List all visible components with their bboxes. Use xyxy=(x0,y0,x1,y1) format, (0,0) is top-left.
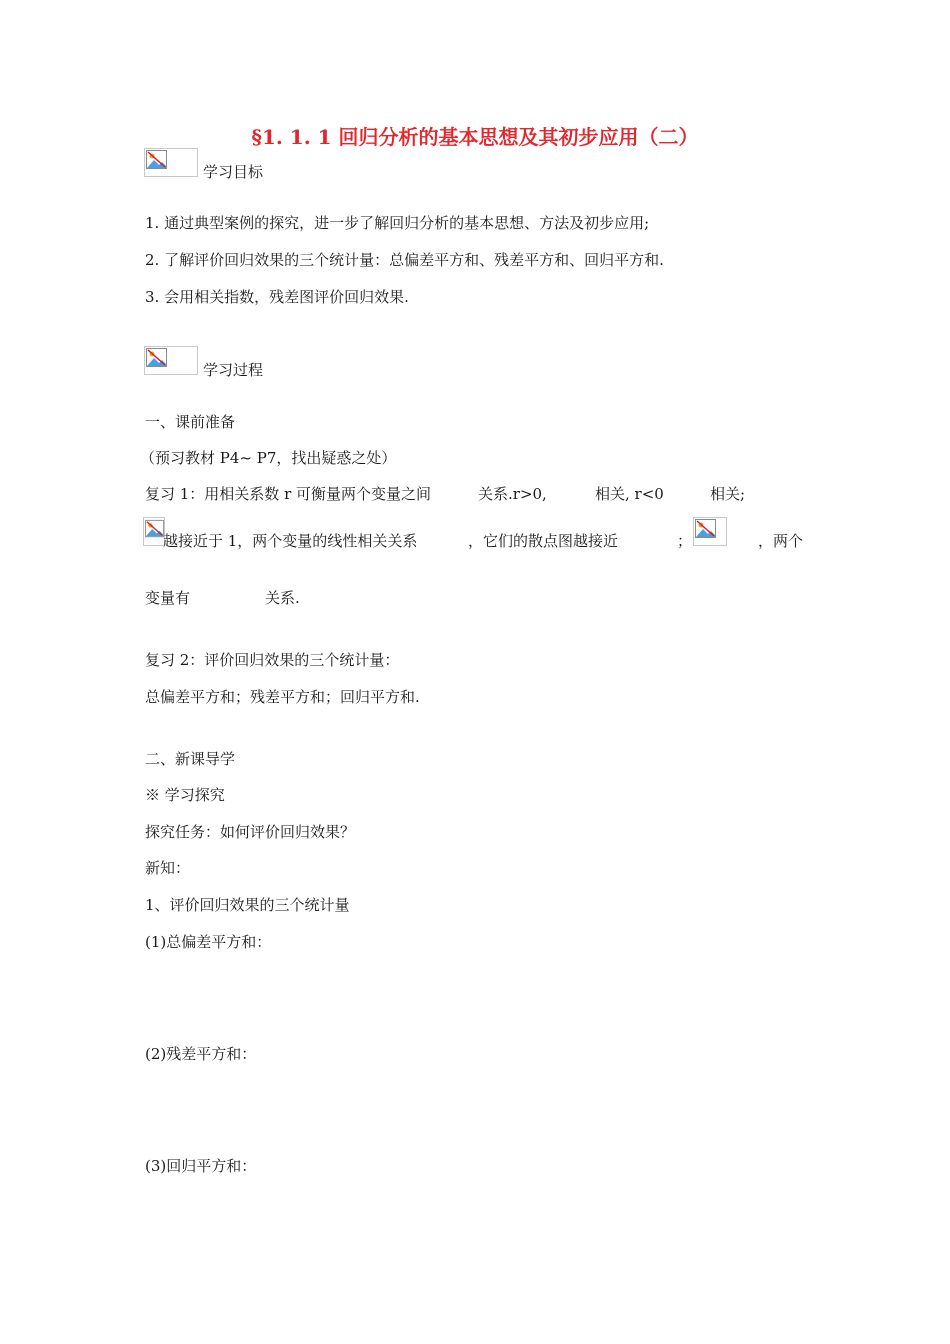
total-deviation-label: (1)总偏差平方和： xyxy=(145,933,272,951)
statistics-heading: 1、评价回归效果的三个统计量 xyxy=(145,896,350,914)
review1-text-e: 越接近于 1，两个变量的线性相关关系 xyxy=(163,532,418,550)
section-heading-goals: 学习目标 xyxy=(203,163,264,181)
page-title: §1. 1. 1 回归分析的基本思想及其初步应用（二） xyxy=(251,125,699,149)
review1-text-h: ，两个 xyxy=(758,532,804,550)
explore-task: 探究任务：如何评价回归效果？ xyxy=(145,823,356,841)
section-heading-process: 学习过程 xyxy=(203,361,264,379)
regression-sum-label: (3)回归平方和： xyxy=(145,1157,257,1175)
review1-text-f: ，它们的散点图越接近 xyxy=(468,532,619,550)
broken-image-icon xyxy=(143,517,165,546)
review1-text-d: 相关; xyxy=(710,485,746,503)
explore-heading: ※ 学习探究 xyxy=(145,786,225,804)
broken-image-icon xyxy=(693,517,727,546)
broken-image-icon xyxy=(144,148,198,177)
review2-text-b: 总偏差平方和；残差平方和；回归平方和. xyxy=(145,688,420,706)
review1-text-g: ； xyxy=(677,532,693,550)
part1-heading: 一、课前准备 xyxy=(145,413,236,431)
goal-item-3: 3. 会用相关指数，残差图评价回归效果. xyxy=(145,288,409,306)
broken-image-icon xyxy=(144,346,198,375)
review1-text-a: 复习 1：用相关系数 r 可衡量两个变量之间 xyxy=(145,485,432,503)
preview-note: （预习教材 P4~ P7，找出疑惑之处） xyxy=(140,449,397,467)
review1-text-c: 相关, r<0 xyxy=(595,485,664,503)
new-knowledge-label: 新知： xyxy=(145,859,191,877)
review2-text-a: 复习 2：评价回归效果的三个统计量： xyxy=(145,651,400,669)
goal-item-2: 2. 了解评价回归效果的三个统计量：总偏差平方和、残差平方和、回归平方和. xyxy=(145,251,664,269)
review1-text-b: 关系.r>0, xyxy=(478,485,547,503)
residual-sum-label: (2)残差平方和： xyxy=(145,1045,257,1063)
goal-item-1: 1. 通过典型案例的探究，进一步了解回归分析的基本思想、方法及初步应用; xyxy=(145,214,650,232)
review1-text-i: 变量有 xyxy=(145,589,191,607)
part2-heading: 二、新课导学 xyxy=(145,750,236,768)
review1-text-j: 关系. xyxy=(265,589,300,607)
